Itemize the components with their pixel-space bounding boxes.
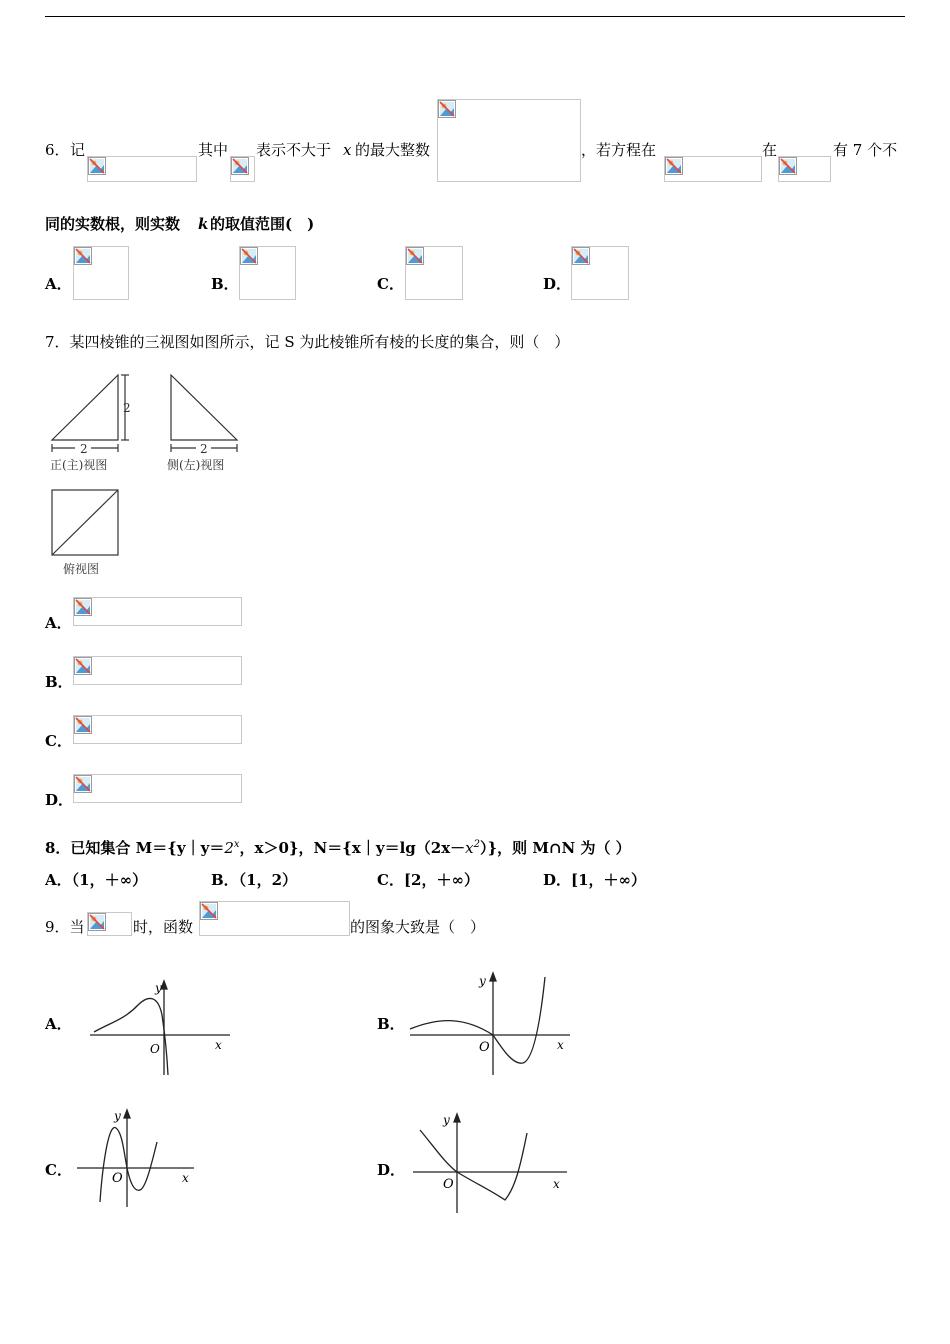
side-view <box>171 375 237 452</box>
y-axis-label: y <box>114 1109 121 1123</box>
q8-option-a: A．（1，＋∞） <box>45 871 148 889</box>
q7-three-view-figure <box>45 370 250 580</box>
broken-image-icon <box>88 157 106 175</box>
origin-label: O <box>443 1177 454 1192</box>
q8-sq-sup: 2 <box>473 839 480 850</box>
function-curve <box>94 998 168 1075</box>
q8-text-b: ，x＞0}，N＝{x｜y＝lg（2x－ <box>239 839 466 857</box>
x-axis-label: x <box>553 1177 560 1191</box>
broken-image-icon <box>74 247 92 265</box>
q7-option-c-image <box>73 715 242 744</box>
q6-option-b-image <box>239 246 296 300</box>
front-height-label: 2 <box>123 401 131 415</box>
q8-text-c: ）}，则 M∩N 为（ ） <box>479 839 631 857</box>
q9-option-a-label: A． <box>45 1015 72 1033</box>
q6-text-5: ，若方程在 <box>581 141 657 159</box>
q9-option-c-label: C． <box>45 1161 72 1179</box>
top-view <box>52 490 118 555</box>
function-curve <box>410 977 545 1063</box>
function-curve <box>420 1130 527 1200</box>
q6-formula-image-2 <box>230 156 255 182</box>
broken-image-icon <box>240 247 258 265</box>
broken-image-icon <box>438 100 456 118</box>
side-width-label: 2 <box>200 442 208 456</box>
broken-image-icon <box>406 247 424 265</box>
q9-text-1: 9．当 <box>45 918 85 936</box>
q6-option-c-image <box>405 246 463 300</box>
q6-option-d-label: D． <box>543 275 572 293</box>
broken-image-icon <box>74 716 92 734</box>
q7-option-c-label: C． <box>45 732 72 750</box>
q6-option-a-image <box>73 246 129 300</box>
q6-var-k: k <box>198 215 209 233</box>
q9-graph-c <box>72 1102 202 1212</box>
q6-text-2: 其中 <box>198 141 229 159</box>
q8-exp-sup: x <box>233 839 240 850</box>
q8-sq-base: x <box>465 839 474 857</box>
q6-formula-image-1 <box>87 156 197 182</box>
q6-formula-image-3 <box>437 99 581 182</box>
q8-exp-base: 2 <box>224 839 234 857</box>
q7-option-d-label: D． <box>45 791 74 809</box>
q9-condition-image <box>87 912 132 936</box>
q7-option-a-image <box>73 597 242 626</box>
q6-option-b-label: B． <box>211 275 239 293</box>
q9-option-b-label: B． <box>377 1015 405 1033</box>
broken-image-icon <box>200 902 218 920</box>
q6-text-7: 有 7 个不 <box>833 141 898 159</box>
broken-image-icon <box>74 657 92 675</box>
broken-image-icon <box>572 247 590 265</box>
function-curve <box>100 1128 157 1202</box>
q9-graph-b <box>405 965 575 1080</box>
q7-option-a-label: A． <box>45 614 72 632</box>
q7-option-b-label: B． <box>45 673 73 691</box>
origin-label: O <box>479 1040 490 1055</box>
broken-image-icon <box>88 913 106 931</box>
q9-text-2: 时，函数 <box>133 918 194 936</box>
broken-image-icon <box>74 775 92 793</box>
q6-var-x: x <box>343 141 352 159</box>
header-rule <box>45 16 905 17</box>
q6-formula-image-4 <box>664 156 762 182</box>
broken-image-icon <box>231 157 249 175</box>
broken-image-icon <box>779 157 797 175</box>
broken-image-icon <box>74 598 92 616</box>
q6-text-line2a: 同的实数根，则实数 <box>45 215 181 233</box>
q6-text-1: 记 <box>70 141 86 159</box>
q6-text-4: 的最大整数 <box>355 141 431 159</box>
front-view-caption: 正(主)视图 <box>50 458 108 472</box>
q6-number: 6． <box>45 141 70 159</box>
q6-text-line2b: 的取值范围( ) <box>210 215 315 233</box>
x-axis-label: x <box>557 1038 564 1052</box>
front-width-label: 2 <box>80 442 88 456</box>
x-axis-label: x <box>215 1038 222 1052</box>
y-axis-label: y <box>155 981 162 995</box>
q9-function-image <box>199 901 350 936</box>
q9-graph-d <box>405 1108 575 1216</box>
origin-label: O <box>112 1171 123 1186</box>
q9-text-3: 的图象大致是（ ） <box>350 918 486 936</box>
q6-option-c-label: C． <box>377 275 404 293</box>
q7-question-text: 7．某四棱锥的三视图如图所示，记 S 为此棱锥所有棱的长度的集合，则（ ） <box>45 333 570 351</box>
q9-option-d-label: D． <box>377 1161 406 1179</box>
q8-question <box>45 836 631 857</box>
q6-text-6: 在 <box>762 141 778 159</box>
side-view-caption: 侧(左)视图 <box>167 458 225 472</box>
q8-text-a: 8．已知集合 M＝{y｜y＝ <box>45 839 225 857</box>
y-axis-label: y <box>479 974 486 988</box>
front-view <box>52 375 129 452</box>
q8-option-d: D．[1，＋∞） <box>543 871 647 889</box>
q6-option-d-image <box>571 246 629 300</box>
q9-graph-a <box>80 975 240 1080</box>
q6-option-a-label: A． <box>45 275 72 293</box>
q6-formula-image-5 <box>778 156 831 182</box>
q7-option-d-image <box>73 774 242 803</box>
q8-option-b: B．（1，2） <box>211 871 298 889</box>
x-axis-label: x <box>182 1171 189 1185</box>
broken-image-icon <box>665 157 683 175</box>
top-view-caption: 俯视图 <box>63 562 100 576</box>
q8-option-c: C．[2，＋∞） <box>377 871 479 889</box>
origin-label: O <box>150 1042 160 1056</box>
q6-text-3: 表示不大于 <box>256 141 332 159</box>
y-axis-label: y <box>443 1113 450 1127</box>
q7-option-b-image <box>73 656 242 685</box>
